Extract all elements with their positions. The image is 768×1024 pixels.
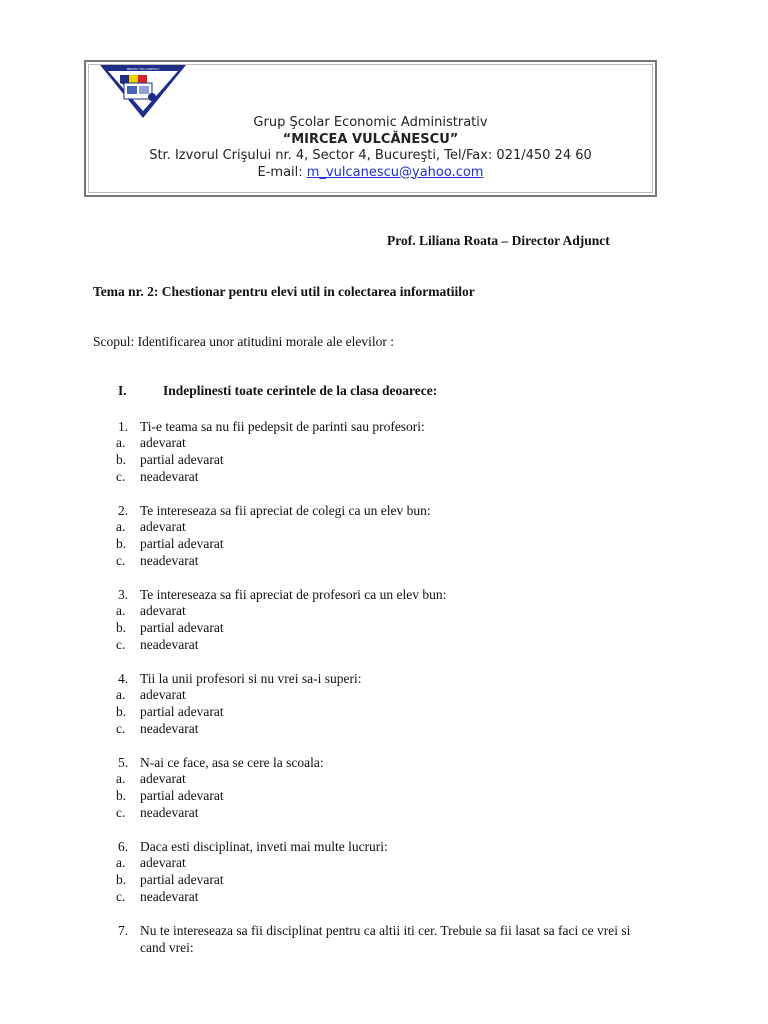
answer-option — [116, 720, 198, 737]
question-item — [0, 670, 768, 754]
option-text: partial adevarat — [140, 704, 224, 719]
answer-option — [116, 854, 186, 871]
answer-option — [116, 535, 224, 552]
answer-option — [116, 434, 186, 451]
answer-option — [116, 468, 198, 485]
question-label: Te intereseaza sa fii apreciat de colegi ca un elev bun: — [140, 503, 431, 518]
option-text: partial adevarat — [140, 620, 224, 635]
answer-option — [116, 703, 224, 720]
option-letter: b. — [116, 536, 127, 551]
section-heading — [118, 383, 437, 399]
document-title: Tema nr. 2: Chestionar pentru elevi util in colectarea informatiilor — [93, 284, 475, 299]
answer-option — [116, 686, 186, 703]
question-text — [118, 586, 658, 603]
option-letter: a. — [116, 435, 126, 450]
option-text: neadevarat — [140, 721, 199, 736]
option-letter: b. — [116, 704, 127, 719]
option-letter: b. — [116, 452, 127, 467]
option-letter: c. — [116, 553, 126, 568]
answer-option — [116, 552, 198, 569]
question-text — [118, 838, 658, 855]
question-item — [0, 586, 768, 670]
question-label: Te intereseaza sa fii apreciat de profesori ca un elev bun: — [140, 587, 447, 602]
answer-option — [116, 518, 186, 535]
question-text — [118, 754, 658, 771]
question-text — [118, 502, 658, 519]
option-text: neadevarat — [140, 553, 199, 568]
school-name: “MIRCEA VULCĂNESCU” — [282, 131, 459, 147]
logo-text: MIRCEA VULCANESCU — [126, 67, 160, 71]
answer-option — [116, 636, 198, 653]
option-letter: a. — [116, 771, 126, 786]
question-label: N-ai ce face, asa se cere la scoala: — [140, 755, 324, 770]
question-number: 7. — [118, 923, 129, 938]
question-item — [0, 418, 768, 502]
question-number: 2. — [118, 503, 129, 518]
question-item — [0, 502, 768, 586]
section-number: I. — [118, 383, 127, 398]
school-header — [84, 60, 657, 197]
question-text — [118, 922, 658, 956]
answer-option — [116, 888, 198, 905]
option-text: neadevarat — [140, 889, 199, 904]
school-line1: Grup Şcolar Economic Administrativ — [253, 115, 488, 130]
author-line: Prof. Liliana Roata – Director Adjunct — [387, 233, 610, 248]
school-logo-icon — [98, 63, 188, 119]
school-info — [86, 115, 655, 181]
answer-option — [116, 770, 186, 787]
option-text: adevarat — [140, 687, 186, 702]
option-text: adevarat — [140, 855, 186, 870]
answer-option — [116, 787, 224, 804]
question-text — [118, 418, 658, 435]
answer-option — [116, 451, 224, 468]
option-letter: c. — [116, 721, 126, 736]
question-number: 1. — [118, 419, 129, 434]
question-number: 5. — [118, 755, 129, 770]
question-label: Tii la unii profesori si nu vrei sa-i superi: — [140, 671, 362, 686]
option-text: partial adevarat — [140, 788, 224, 803]
option-letter: b. — [116, 620, 127, 635]
question-label: Ti-e teama sa nu fii pedepsit de parinti sau profesori: — [140, 419, 425, 434]
answer-option — [116, 619, 224, 636]
option-letter: a. — [116, 603, 126, 618]
option-letter: b. — [116, 872, 127, 887]
option-letter: c. — [116, 637, 126, 652]
option-text: partial adevarat — [140, 536, 224, 551]
answer-option — [116, 804, 198, 821]
option-letter: a. — [116, 855, 126, 870]
option-letter: c. — [116, 889, 126, 904]
option-text: neadevarat — [140, 469, 199, 484]
question-label: Daca esti disciplinat, inveti mai multe lucruri: — [140, 839, 388, 854]
school-address: Str. Izvorul Crişului nr. 4, Sector 4, Bucureşti, Tel/Fax: 021/450 24 60 — [149, 148, 592, 163]
question-number: 4. — [118, 671, 129, 686]
question-text — [118, 670, 658, 687]
answer-option — [116, 602, 186, 619]
option-letter: a. — [116, 687, 126, 702]
question-item — [0, 754, 768, 838]
question-number: 6. — [118, 839, 129, 854]
option-letter: a. — [116, 519, 126, 534]
option-letter: c. — [116, 469, 126, 484]
answer-option — [116, 871, 224, 888]
scope-line: Scopul: Identificarea unor atitudini morale ale elevilor : — [93, 334, 395, 349]
email-label: E-mail: — [257, 164, 307, 180]
option-letter: b. — [116, 788, 127, 803]
question-label: Nu te intereseaza sa fii disciplinat pentru ca altii iti cer. Trebuie sa fii lasat sa faci ce vrei si cand vrei: — [140, 923, 631, 955]
question-item — [0, 838, 768, 922]
option-text: adevarat — [140, 435, 186, 450]
section-title: Indeplinesti toate cerintele de la clasa deoarece: — [163, 383, 438, 398]
option-text: neadevarat — [140, 637, 199, 652]
email-link[interactable]: m_vulcanescu@yahoo.com — [306, 164, 484, 180]
option-text: adevarat — [140, 771, 186, 786]
option-text: partial adevarat — [140, 872, 224, 887]
question-item — [0, 922, 768, 1006]
option-text: adevarat — [140, 603, 186, 618]
questions-list — [0, 418, 768, 1006]
option-text: partial adevarat — [140, 452, 224, 467]
question-number: 3. — [118, 587, 129, 602]
option-text: adevarat — [140, 519, 186, 534]
option-letter: c. — [116, 805, 126, 820]
option-text: neadevarat — [140, 805, 199, 820]
school-email-line — [86, 165, 655, 182]
